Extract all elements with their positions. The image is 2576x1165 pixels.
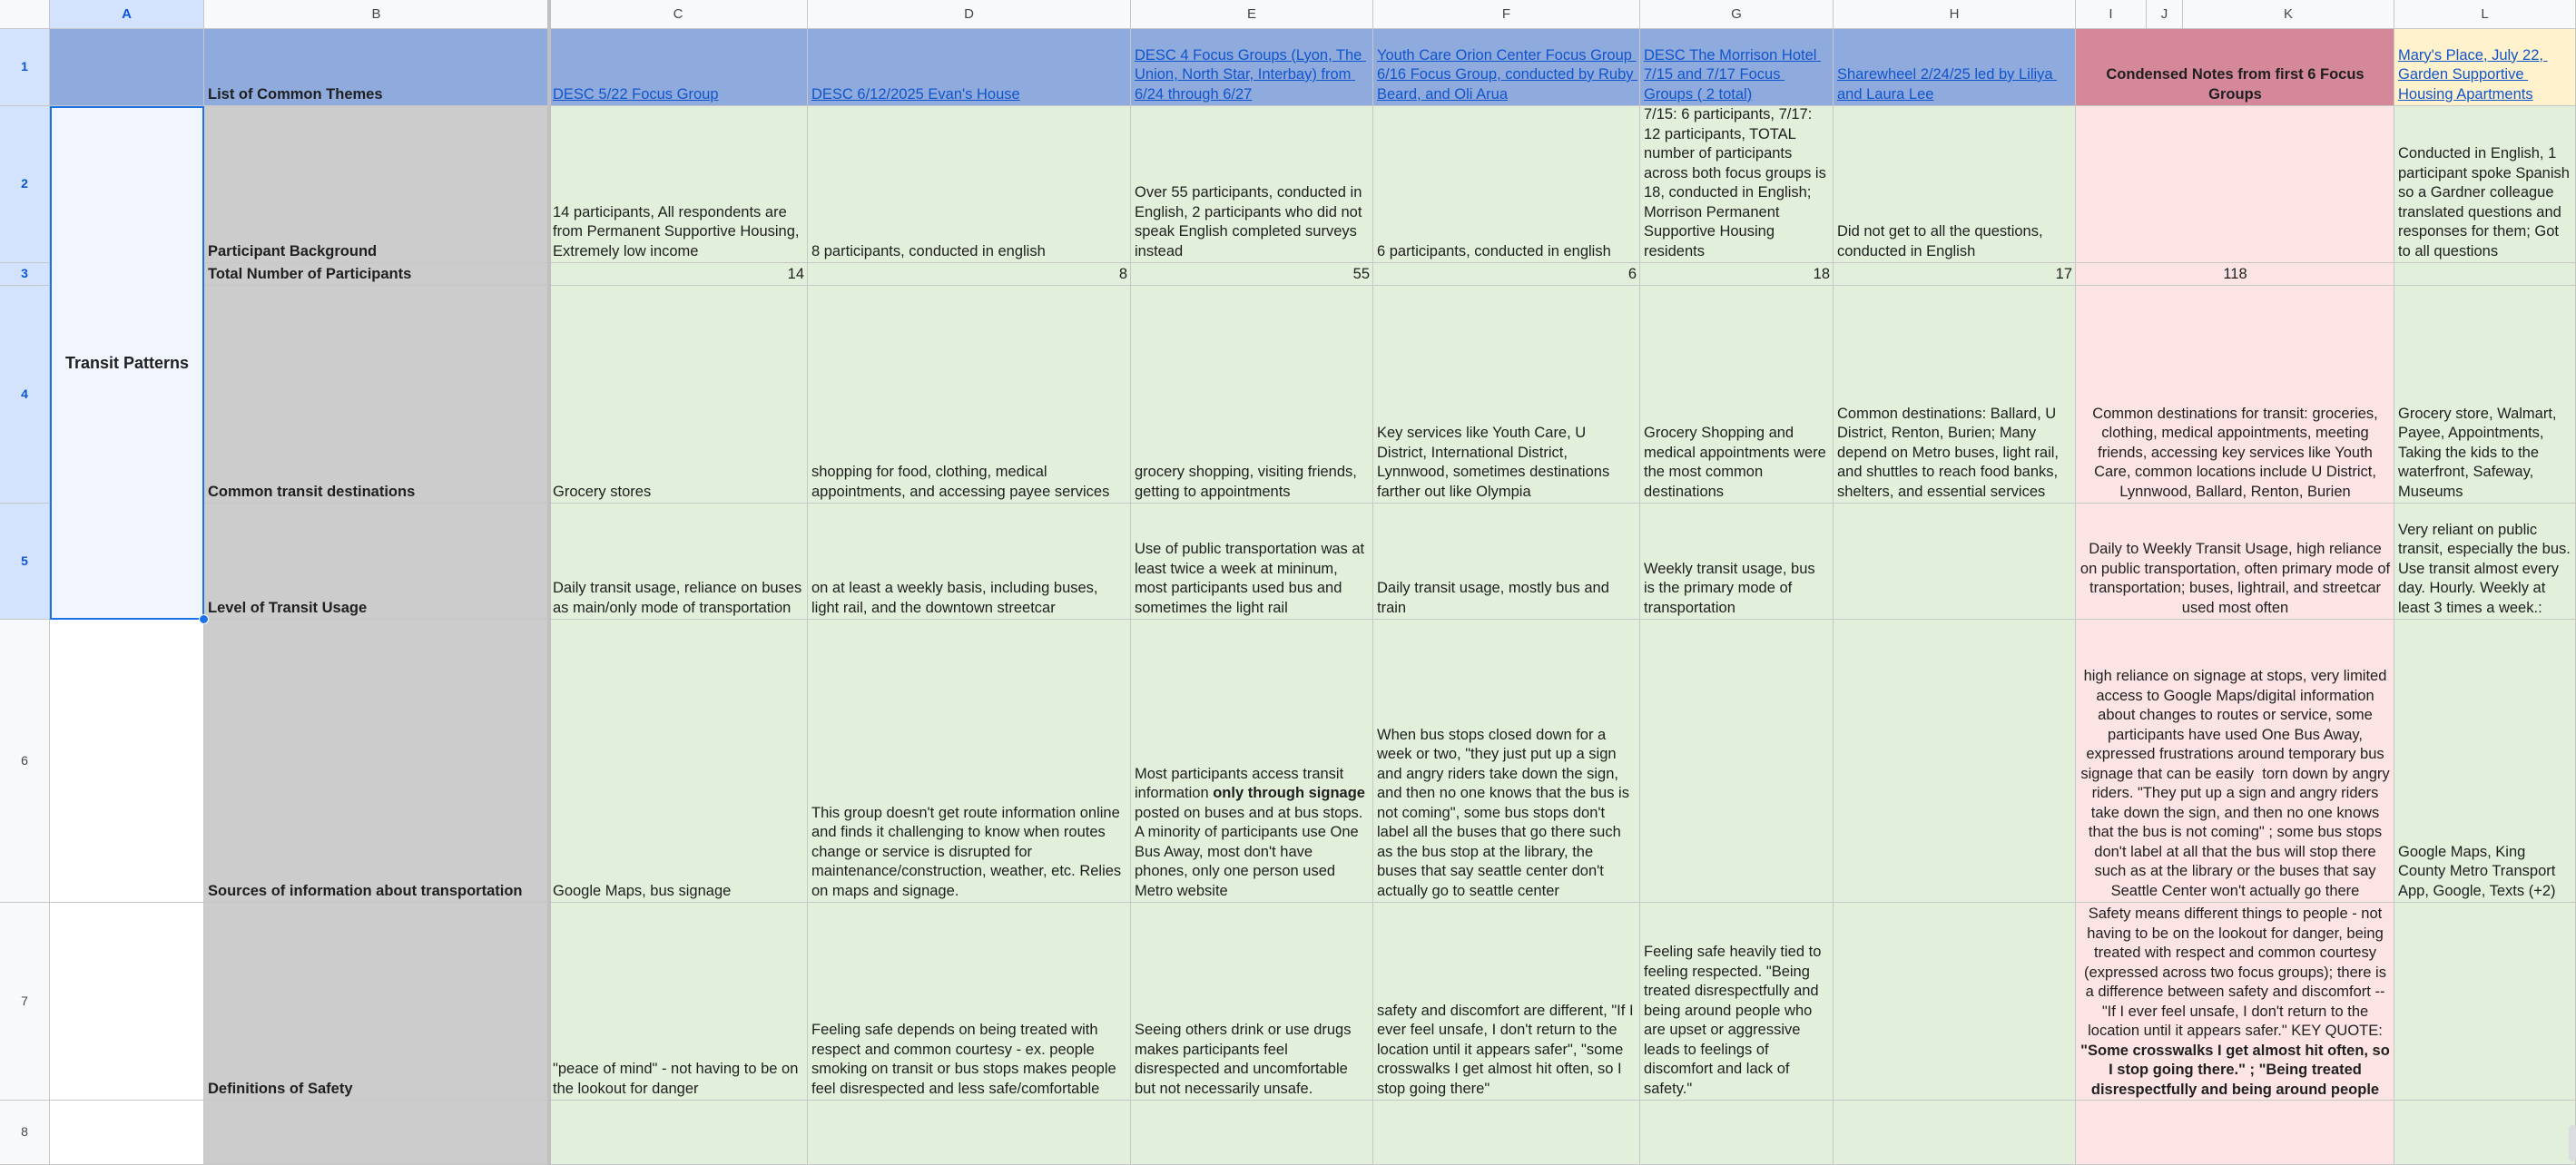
cell-k7-text xyxy=(2079,905,2391,1120)
cell-k5-text: Daily to Weekly Transit Usage, high reliance on public transportation, often primary mode of transportation; buses, lightrail, and streetcar used most often xyxy=(2079,541,2394,616)
cell-h8[interactable] xyxy=(1834,1101,2076,1165)
cell-g4-text: Grocery Shopping and medical appointments were the most common destinations xyxy=(1644,425,1831,500)
cell-h2-text: Did not get to all the questions, conducted in English xyxy=(1837,223,2048,259)
cell-f2[interactable] xyxy=(1373,106,1640,263)
cell-g2[interactable] xyxy=(1640,106,1834,263)
cell-c4[interactable] xyxy=(549,286,808,504)
cell-b1[interactable] xyxy=(204,29,549,106)
cell-e2-text: Over 55 participants, conducted in English, 2 participants who did not speak English completed surveys instead xyxy=(1135,184,1366,259)
cell-h2[interactable] xyxy=(1834,106,2076,263)
cell-c6-text: Google Maps, bus signage xyxy=(553,882,732,899)
cell-l3[interactable] xyxy=(2394,263,2576,286)
cell-g8[interactable] xyxy=(1640,1101,1834,1165)
column-header-j[interactable]: J xyxy=(2147,0,2183,29)
cell-l5-text: Very reliant on public transit, especially the bus. Use transit almost every day. Hourly. Weekly at least 3 times a week.: xyxy=(2398,521,2575,616)
cell-k4-text: Common destinations for transit: groceries, clothing, medical appointments, meeting friends, accessing key services like Youth Care, common locations include U District, Lynnwood, Ballard, Renton, Burien xyxy=(2092,405,2383,500)
cell-h5[interactable] xyxy=(1834,504,2076,620)
cell-c7[interactable] xyxy=(549,903,808,1101)
cell-h6[interactable] xyxy=(1834,620,2076,903)
column-header-c[interactable]: C xyxy=(549,0,808,29)
row-header-3[interactable]: 3 xyxy=(0,263,50,286)
cell-a6[interactable] xyxy=(50,620,204,903)
cell-b5[interactable] xyxy=(204,504,549,620)
cell-c5[interactable] xyxy=(549,504,808,620)
cell-b8[interactable] xyxy=(204,1101,549,1165)
cell-ik5[interactable] xyxy=(2076,504,2394,620)
frozen-column-divider[interactable] xyxy=(547,0,551,1165)
merged-cell-a2-a5[interactable] xyxy=(50,106,204,620)
cell-f3-text: 6 xyxy=(1627,265,1637,282)
cell-g5-text: Weekly transit usage, bus is the primary mode of transportation xyxy=(1644,560,1820,616)
column-header-b[interactable]: B xyxy=(204,0,549,29)
cell-f2-text: 6 participants, conducted in english xyxy=(1377,242,1611,259)
cell-c8[interactable] xyxy=(549,1101,808,1165)
cell-c6[interactable] xyxy=(549,620,808,903)
cell-h1-link[interactable]: Sharewheel 2/24/25 led by Liliya and Laura Lee xyxy=(1837,66,2058,103)
cell-c2-text: 14 participants, All respondents are from Permanent Supportive Housing, Extremely low income xyxy=(553,203,804,259)
row-header-5[interactable]: 5 xyxy=(0,504,50,620)
cell-f5[interactable] xyxy=(1373,504,1640,620)
cell-ik2[interactable] xyxy=(2076,106,2394,263)
cell-d8[interactable] xyxy=(808,1101,1131,1165)
row-header-4[interactable]: 4 xyxy=(0,286,50,504)
cell-e6[interactable] xyxy=(1131,620,1373,903)
cell-b6-text: Sources of information about transportation xyxy=(208,882,523,899)
cell-e6-text xyxy=(1135,765,1370,902)
cell-l1[interactable] xyxy=(2394,29,2576,106)
cell-b3[interactable] xyxy=(204,263,549,286)
cell-e6-text-post: posted on buses and at bus stops. A minority of participants use One Bus Away, most don't have phones, only one person used Metro website xyxy=(1135,785,1370,899)
cell-l5[interactable] xyxy=(2394,504,2576,620)
cell-l1-link[interactable]: Mary's Place, July 22, Garden Supportive Housing Apartments xyxy=(2398,46,2548,103)
cell-l2[interactable] xyxy=(2394,106,2576,263)
cell-b5-text: Level of Transit Usage xyxy=(208,599,368,616)
cell-d1-link[interactable]: DESC 6/12/2025 Evan's House xyxy=(811,85,1020,103)
row-header-1[interactable]: 1 xyxy=(0,29,50,106)
column-header-i[interactable]: I xyxy=(2076,0,2147,29)
cell-h3[interactable] xyxy=(1834,263,2076,286)
cell-h1[interactable] xyxy=(1834,29,2076,106)
cell-e4-text: grocery shopping, visiting friends, getting to appointments xyxy=(1135,464,1362,500)
cell-g4[interactable] xyxy=(1640,286,1834,504)
column-header-d[interactable]: D xyxy=(808,0,1131,29)
cell-d1[interactable] xyxy=(808,29,1131,106)
cell-d3[interactable] xyxy=(808,263,1131,286)
row-header-6[interactable]: 6 xyxy=(0,620,50,903)
cell-e3[interactable] xyxy=(1131,263,1373,286)
merged-cell-a2-a5-text: Transit Patterns xyxy=(64,353,190,372)
cell-l7[interactable] xyxy=(2394,903,2576,1101)
cell-e8[interactable] xyxy=(1131,1101,1373,1165)
cell-g1[interactable] xyxy=(1640,29,1834,106)
cell-k7-text-pre: Safety means different things to people - not having to be on the lookout for danger, being treated with respect and common courtesy (expressed across two focus groups); there is a difference between safety and discomfort -- "If I ever feel unsafe, I don't return to the location until it appears safer." KEY QUOTE: xyxy=(2084,906,2391,1039)
column-header-l[interactable]: L xyxy=(2394,0,2576,29)
cell-e4[interactable] xyxy=(1131,286,1373,504)
cell-d3-text: 8 xyxy=(1118,265,1127,282)
cell-k3-text: 118 xyxy=(2223,265,2247,282)
cell-ik6[interactable] xyxy=(2076,620,2394,903)
cell-f1[interactable] xyxy=(1373,29,1640,106)
cell-f7[interactable] xyxy=(1373,903,1640,1101)
cell-b2[interactable] xyxy=(204,106,549,263)
cell-l4-text: Grocery store, Walmart, Payee, Appointments, Taking the kids to the waterfront, Safeway, Museums xyxy=(2398,405,2561,500)
cell-b7-text: Definitions of Safety xyxy=(208,1080,353,1097)
cell-h4[interactable] xyxy=(1834,286,2076,504)
row-header-7[interactable]: 7 xyxy=(0,903,50,1101)
cell-d2-text: 8 participants, conducted in english xyxy=(811,242,1046,259)
cell-g5[interactable] xyxy=(1640,504,1834,620)
cell-e2[interactable] xyxy=(1131,106,1373,263)
cell-c3-text: 14 xyxy=(787,265,804,282)
cell-f5-text: Daily transit usage, mostly bus and train xyxy=(1377,580,1614,616)
cell-b7[interactable] xyxy=(204,903,549,1101)
cell-g3[interactable] xyxy=(1640,263,1834,286)
cell-l6-text: Google Maps, King County Metro Transport App, Google, Texts (+2) xyxy=(2398,843,2560,899)
cell-c7-text: "peace of mind" - not having to be on the lookout for danger xyxy=(553,1061,802,1097)
cell-ik1[interactable] xyxy=(2076,29,2394,106)
cell-d5-text: on at least a weekly basis, including buses, light rail, and the downtown streetcar xyxy=(811,580,1103,616)
column-header-e[interactable]: E xyxy=(1131,0,1373,29)
column-header-h[interactable]: H xyxy=(1834,0,2076,29)
row-header-2[interactable]: 2 xyxy=(0,106,50,263)
cell-g3-text: 18 xyxy=(1813,265,1830,282)
cell-c4-text: Grocery stores xyxy=(553,483,652,500)
cell-f4[interactable] xyxy=(1373,286,1640,504)
cell-g1-link[interactable]: DESC The Morrison Hotel 7/15 and 7/17 Focus Groups ( 2 total) xyxy=(1644,46,1822,103)
cell-f3[interactable] xyxy=(1373,263,1640,286)
cell-g7-text: Feeling safe heavily tied to feeling respected. "Being treated disrespectfully and being around people who are upset or aggressive leads to feelings of discomfort and lack of safety." xyxy=(1644,944,1825,1097)
cell-l2-text: Conducted in English, 1 participant spoke Spanish so a Gardner colleague translated questions and responses for them; Got to all questions xyxy=(2398,145,2574,259)
cell-c3[interactable] xyxy=(549,263,808,286)
cell-g7[interactable] xyxy=(1640,903,1834,1101)
cell-e3-text: 55 xyxy=(1352,265,1370,282)
cell-l8[interactable] xyxy=(2394,1101,2576,1165)
cell-d7-text: Feeling safe depends on being treated with respect and common courtesy - ex. people smoking on transit or bus stops makes people feel disrespected and less safe/comfortable xyxy=(811,1022,1121,1097)
cell-f6[interactable] xyxy=(1373,620,1640,903)
cell-e1[interactable] xyxy=(1131,29,1373,106)
cell-a1[interactable] xyxy=(50,29,204,106)
cell-ik8[interactable] xyxy=(2076,1101,2394,1165)
select-all-corner[interactable] xyxy=(0,0,50,29)
cell-g2-text: 7/15: 6 participants, 7/17: 12 participants, TOTAL number of participants across both focus groups is 18, conducted in English; Morrison Permanent Supportive Housing residents xyxy=(1644,106,1831,259)
cell-e6-text-pre: Most participants access transit information xyxy=(1135,765,1348,801)
cell-l6[interactable] xyxy=(2394,620,2576,903)
cell-b4-text: Common transit destinations xyxy=(208,483,416,500)
cell-d6[interactable] xyxy=(808,620,1131,903)
cell-d6-text: This group doesn't get route information online and finds it challenging to know when routes change or service is disrupted for maintenance/construction, weather, etc. Relies on maps and signage. xyxy=(811,804,1126,899)
cell-b4[interactable] xyxy=(204,286,549,504)
cell-f1-link[interactable]: Youth Care Orion Center Focus Group 6/16 Focus Group, conducted by Ruby Beard, and Oli Arua xyxy=(1377,46,1638,103)
cell-d7[interactable] xyxy=(808,903,1131,1101)
column-header-f[interactable]: F xyxy=(1373,0,1640,29)
cell-c1[interactable] xyxy=(549,29,808,106)
cell-f4-text: Key services like Youth Care, U District, International District, Lynnwood, sometimes destinations farther out like Olympia xyxy=(1377,425,1614,500)
cell-a7[interactable] xyxy=(50,903,204,1101)
cell-h3-text: 17 xyxy=(2055,265,2072,282)
cell-g6[interactable] xyxy=(1640,620,1834,903)
vertical-scrollbar[interactable] xyxy=(2569,1125,2576,1161)
cell-h7[interactable] xyxy=(1834,903,2076,1101)
cell-ik7[interactable] xyxy=(2076,903,2394,1101)
row-header-8[interactable]: 8 xyxy=(0,1101,50,1165)
cell-b1-text: List of Common Themes xyxy=(208,85,383,103)
selection-fill-handle[interactable] xyxy=(199,614,209,624)
cell-c2[interactable] xyxy=(549,106,808,263)
column-header-a[interactable]: A xyxy=(50,0,204,29)
cell-e5[interactable] xyxy=(1131,504,1373,620)
cell-h4-text: Common destinations: Ballard, U District, Renton, Burien; Many depend on Metro buses, light rail, and shuttles to reach food banks, shelters, and essential services xyxy=(1837,405,2063,500)
cell-c5-text: Daily transit usage, reliance on buses as main/only mode of transportation xyxy=(553,580,806,616)
cell-d4-text: shopping for food, clothing, medical appointments, and accessing payee services xyxy=(811,464,1110,500)
cell-b6[interactable] xyxy=(204,620,549,903)
cell-k7-text-bold: "Some crosswalks I get almost hit often, so I stop going there." ; "Being treated disrespectfully and being around people xyxy=(2080,1042,2390,1098)
cell-c1-link[interactable]: DESC 5/22 Focus Group xyxy=(553,85,719,103)
cell-a8[interactable] xyxy=(50,1101,204,1165)
cell-e1-link[interactable]: DESC 4 Focus Groups (Lyon, The Union, North Star, Interbay) from 6/24 through 6/27 xyxy=(1135,46,1366,103)
cell-f8[interactable] xyxy=(1373,1101,1640,1165)
cell-d5[interactable] xyxy=(808,504,1131,620)
cell-f7-text: safety and discomfort are different, "If I ever feel unsafe, I don't return to the location until it appears safer", "some crosswalks I get almost hit often, so I stop going there" xyxy=(1377,1002,1638,1097)
column-header-k[interactable]: K xyxy=(2183,0,2394,29)
cell-k1-text: Condensed Notes from first 6 Focus Groups xyxy=(2106,66,2369,103)
cell-b3-text: Total Number of Participants xyxy=(208,265,412,282)
cell-ik3[interactable] xyxy=(2076,263,2394,286)
cell-e7[interactable] xyxy=(1131,903,1373,1101)
cell-e7-text: Seeing others drink or use drugs makes participants feel disrespected and uncomfortable but not necessarily unsafe. xyxy=(1135,1022,1356,1097)
cell-b2-text: Participant Background xyxy=(208,242,378,259)
cell-e5-text: Use of public transportation was at least twice a week at mininum, most participants used bus and sometimes the light rail xyxy=(1135,541,1369,616)
cell-d2[interactable] xyxy=(808,106,1131,263)
cell-k6-text: high reliance on signage at stops, very limited access to Google Maps/digital information about changes to routes or service, some participants have used One Bus Away, expressed frustrations around temporary bus signage that can be easily torn down by angry riders. "They put up a sign and angry riders take down the sign, and then no one knows that the bus is not coming" ; some bus stops don't label at all that the bus will stop there such as at the library or the buses that say Seattle Center won't actually go there xyxy=(2080,668,2394,899)
cell-e6-text-bold: only through signage xyxy=(1213,785,1365,801)
cell-ik4[interactable] xyxy=(2076,286,2394,504)
column-header-g[interactable]: G xyxy=(1640,0,1834,29)
cell-d4[interactable] xyxy=(808,286,1131,504)
cell-l4[interactable] xyxy=(2394,286,2576,504)
cell-f6-text: When bus stops closed down for a week or two, "they just put up a sign and angry riders take down the sign, and then no one knows that the bus is not coming", some bus stops don't label all the buses that go there such as the bus stop at the library, the buses that say seattle center don't actually go to seattle center xyxy=(1377,726,1634,899)
